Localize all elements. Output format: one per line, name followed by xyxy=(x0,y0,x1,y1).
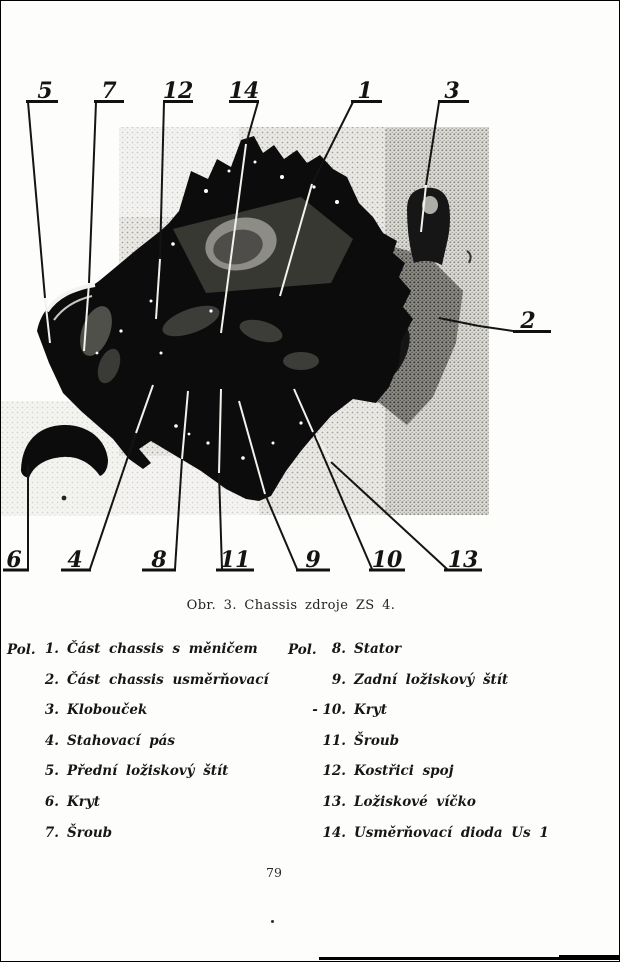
parts-list-header-right: Pol. xyxy=(288,642,317,658)
parts-list-right-column xyxy=(288,641,608,855)
callout-2: 2 xyxy=(520,308,536,334)
parts-list-left-column xyxy=(7,641,279,855)
item-number: 14. xyxy=(322,824,346,841)
callout-9: 9 xyxy=(305,547,321,573)
figure-caption: Obr. 3. Chassis zdroje ZS 4. xyxy=(186,598,396,613)
item-number: 8. xyxy=(331,641,346,657)
list-item xyxy=(288,763,608,794)
callout-4: 4 xyxy=(67,547,83,573)
list-item xyxy=(7,794,279,825)
list-item xyxy=(7,641,279,672)
callout-3: 3 xyxy=(444,78,460,104)
item-number: 9. xyxy=(331,671,346,688)
list-item xyxy=(7,763,279,794)
item-number: 7. xyxy=(44,824,59,841)
list-item xyxy=(288,733,608,764)
callout-11: 11 xyxy=(219,547,251,573)
figure-illustration xyxy=(1,1,620,601)
item-label: Část chassis usměrňovací xyxy=(67,671,269,688)
item-label: Usměrňovací dioda Us 1 xyxy=(354,824,549,841)
callout-7: 7 xyxy=(101,78,117,104)
item-label: Kryt xyxy=(67,793,100,810)
item-number: 2. xyxy=(44,671,59,688)
item-label: Část chassis s měničem xyxy=(67,641,258,657)
callout-12: 12 xyxy=(162,78,194,104)
footer-rule xyxy=(319,957,564,960)
item-number: 3. xyxy=(44,702,59,719)
scan-dot-artifact xyxy=(271,920,274,923)
item-number: 13. xyxy=(322,793,346,810)
item-number: 4. xyxy=(44,732,59,749)
item-label: Kostřici spoj xyxy=(354,763,454,780)
callout-1: 1 xyxy=(357,78,373,104)
item-label: Klobouček xyxy=(67,702,148,719)
callout-13: 13 xyxy=(447,547,479,573)
list-item xyxy=(7,733,279,764)
item-label: Šroub xyxy=(354,732,400,749)
item-label: Ložiskové víčko xyxy=(354,793,476,810)
item-label: Kryt xyxy=(354,702,387,719)
list-item xyxy=(7,825,279,856)
footer-rule-thick-end xyxy=(559,955,619,960)
item-number: 11. xyxy=(322,732,346,749)
list-item xyxy=(7,702,279,733)
page-number: 79 xyxy=(266,865,282,880)
item-label: Stahovací pás xyxy=(67,732,175,749)
list-item xyxy=(288,641,608,672)
callout-6: 6 xyxy=(6,547,22,573)
callout-8: 8 xyxy=(151,547,167,573)
list-item xyxy=(288,794,608,825)
parts-list-header-left: Pol. xyxy=(7,642,36,658)
item-number: 12. xyxy=(322,763,346,780)
item-number: 1. xyxy=(44,641,59,657)
list-item xyxy=(288,825,608,856)
item-number: 5. xyxy=(44,763,59,780)
list-item xyxy=(7,672,279,703)
callout-14: 14 xyxy=(228,78,260,104)
callout-5: 5 xyxy=(37,78,53,104)
item-label: Šroub xyxy=(67,824,113,841)
item-label: Přední ložiskový štít xyxy=(67,763,229,780)
item-label: Zadní ložiskový štít xyxy=(354,671,509,688)
callout-10: 10 xyxy=(371,547,403,573)
item-number: - 10. xyxy=(312,702,346,719)
item-number: 6. xyxy=(44,793,59,810)
small-screw xyxy=(62,496,67,501)
list-item xyxy=(288,672,608,703)
item-label: Stator xyxy=(354,641,402,657)
list-item xyxy=(288,702,608,733)
